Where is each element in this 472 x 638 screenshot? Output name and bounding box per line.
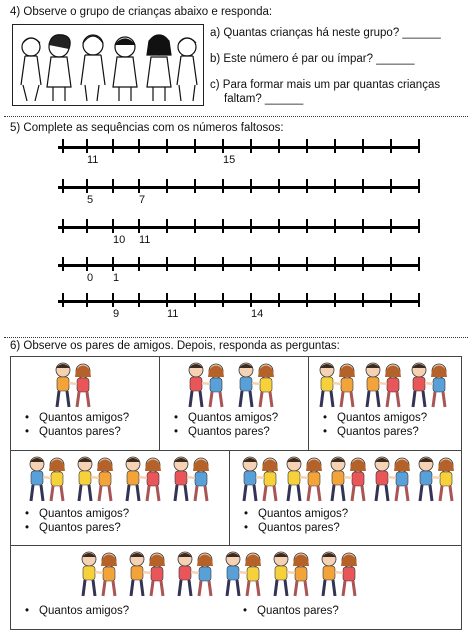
number-line-tick	[194, 257, 196, 271]
number-line-tick	[112, 139, 114, 153]
friends-icon	[51, 361, 97, 409]
friends-icon	[125, 550, 171, 598]
number-line-tick	[418, 293, 420, 307]
friends-icon	[414, 455, 460, 503]
friends-pair-illustration	[77, 550, 123, 601]
friends-box-6	[10, 545, 462, 630]
number-line-tick	[62, 179, 64, 193]
number-line-tick	[194, 179, 196, 193]
question-pares: • Quantos pares?	[323, 425, 427, 439]
number-line-tick	[138, 179, 140, 193]
friends-pair-illustration	[326, 455, 372, 506]
number-line-tick	[362, 257, 364, 271]
question-amigos: • Quantos amigos?	[323, 411, 427, 425]
friends-box-5	[229, 450, 462, 546]
number-line-tick	[278, 257, 280, 271]
number-line-tick	[194, 139, 196, 153]
number-line-value: 0	[87, 272, 94, 284]
friends-pair-illustration	[407, 361, 453, 412]
children-group-illustration	[12, 24, 204, 106]
number-line-tick	[86, 139, 88, 153]
number-line-value: 11	[139, 234, 151, 246]
friends-icon	[317, 550, 363, 598]
friends-box-2	[159, 356, 309, 451]
number-line-tick	[166, 219, 168, 233]
number-line-tick	[62, 139, 64, 153]
friends-pair-illustration	[73, 455, 119, 506]
number-line-tick	[250, 293, 252, 307]
number-line-tick	[334, 257, 336, 271]
number-line-tick	[222, 179, 224, 193]
friends-icon	[282, 455, 328, 503]
number-line-tick	[86, 219, 88, 233]
number-line-tick	[418, 219, 420, 233]
friends-pair-illustration	[173, 550, 219, 601]
number-line-tick	[390, 293, 392, 307]
friends-pair-illustration	[414, 455, 460, 506]
number-line-tick	[362, 139, 364, 153]
number-line-value: 15	[223, 154, 236, 166]
number-line-value: 1	[113, 272, 120, 284]
number-line-tick	[306, 219, 308, 233]
number-line-tick	[112, 293, 114, 307]
number-line-tick	[418, 179, 420, 193]
friends-pair-illustration	[317, 550, 363, 601]
friends-pair-illustration	[184, 361, 230, 412]
friends-icon	[315, 361, 361, 409]
number-line-tick	[166, 293, 168, 307]
children-drawing	[13, 25, 203, 105]
number-line-tick	[362, 293, 364, 307]
number-line-tick	[166, 139, 168, 153]
number-line-tick	[278, 293, 280, 307]
number-line-value: 5	[87, 194, 94, 206]
number-line-tick	[112, 219, 114, 233]
friends-pair-illustration	[269, 550, 315, 601]
friends-pair-illustration	[25, 455, 71, 506]
friends-pair-illustration	[370, 455, 416, 506]
number-line-tick	[138, 219, 140, 233]
friends-icon	[121, 455, 167, 503]
friends-box-1	[10, 356, 160, 451]
question-4-title: 4) Observe o grupo de crianças abaixo e responda:	[10, 6, 273, 18]
friends-pair-illustration	[315, 361, 361, 412]
number-line-tick	[362, 179, 364, 193]
number-line-tick	[194, 293, 196, 307]
number-line-tick	[334, 293, 336, 307]
number-line-tick	[390, 179, 392, 193]
friends-icon	[77, 550, 123, 598]
friends-pair-illustration	[234, 361, 280, 412]
friends-icon	[73, 455, 119, 503]
friends-icon	[184, 361, 230, 409]
friends-box-4	[10, 450, 230, 546]
friends-icon	[173, 550, 219, 598]
friends-pair-illustration	[361, 361, 407, 412]
friends-icon	[238, 455, 284, 503]
number-line-tick	[250, 139, 252, 153]
friends-pair-illustration	[121, 455, 167, 506]
number-line-tick	[418, 257, 420, 271]
friends-icon	[370, 455, 416, 503]
number-line-tick	[194, 219, 196, 233]
question-pares: • Quantos pares?	[244, 521, 348, 535]
question-amigos: • Quantos amigos?	[25, 604, 129, 618]
number-line-tick	[278, 219, 280, 233]
friends-pair-illustration	[282, 455, 328, 506]
question-amigos: • Quantos amigos?	[25, 411, 129, 425]
friends-pair-illustration	[221, 550, 267, 601]
number-line-tick	[138, 293, 140, 307]
question-pares: • Quantos pares?	[25, 425, 129, 439]
number-line-tick	[62, 293, 64, 307]
number-line-tick	[278, 139, 280, 153]
question-pares: • Quantos pares?	[25, 521, 129, 535]
number-line-tick	[334, 219, 336, 233]
number-line-tick	[390, 219, 392, 233]
number-line-value: 10	[113, 234, 126, 246]
question-amigos: • Quantos amigos?	[244, 507, 348, 521]
number-line-tick	[86, 293, 88, 307]
question-4c-line2: faltam? ______	[224, 93, 304, 105]
number-line-tick	[62, 257, 64, 271]
number-line-tick	[62, 219, 64, 233]
number-line-value: 11	[167, 308, 179, 320]
friends-icon	[269, 550, 315, 598]
number-line-value: 9	[113, 308, 120, 320]
number-line-value: 7	[139, 194, 146, 206]
number-line-tick	[250, 179, 252, 193]
number-line-tick	[222, 293, 224, 307]
number-line-tick	[112, 257, 114, 271]
friends-icon	[361, 361, 407, 409]
friends-pair-illustration	[169, 455, 215, 506]
number-line-tick	[138, 257, 140, 271]
friends-icon	[234, 361, 280, 409]
section-divider	[4, 337, 468, 338]
number-line-tick	[306, 293, 308, 307]
number-line-tick	[222, 257, 224, 271]
friends-icon	[407, 361, 453, 409]
friends-icon	[221, 550, 267, 598]
question-amigos: • Quantos amigos?	[25, 507, 129, 521]
friends-pair-illustration	[51, 361, 97, 412]
section-divider	[4, 116, 468, 117]
number-line-tick	[390, 257, 392, 271]
question-6-title: 6) Observe os pares de amigos. Depois, responda as perguntas:	[10, 340, 340, 352]
number-line-tick	[334, 179, 336, 193]
question-pares: • Quantos pares?	[243, 604, 339, 618]
number-line-tick	[250, 257, 252, 271]
number-line-tick	[362, 219, 364, 233]
number-line-value: 11	[87, 154, 99, 166]
number-line-tick	[250, 219, 252, 233]
number-line-tick	[278, 179, 280, 193]
question-4a: a) Quantas crianças há neste grupo? ______	[210, 27, 441, 39]
number-line-tick	[166, 179, 168, 193]
question-4b: b) Este número é par ou ímpar? ______	[210, 53, 415, 65]
number-line-tick	[334, 139, 336, 153]
number-line-tick	[86, 179, 88, 193]
number-line-tick	[222, 139, 224, 153]
number-line-tick	[306, 257, 308, 271]
number-line-tick	[112, 179, 114, 193]
number-line-tick	[306, 179, 308, 193]
friends-box-3	[308, 356, 462, 451]
question-4c-line1: c) Para formar mais um par quantas crianças	[210, 79, 441, 91]
question-pares: • Quantos pares?	[174, 425, 278, 439]
friends-icon	[169, 455, 215, 503]
number-line-value: 14	[251, 308, 264, 320]
number-line-tick	[166, 257, 168, 271]
number-line-tick	[418, 139, 420, 153]
friends-icon	[25, 455, 71, 503]
friends-icon	[326, 455, 372, 503]
number-line-tick	[86, 257, 88, 271]
number-line-tick	[306, 139, 308, 153]
friends-pair-illustration	[238, 455, 284, 506]
number-line-tick	[222, 219, 224, 233]
question-amigos: • Quantos amigos?	[174, 411, 278, 425]
question-5-title: 5) Complete as sequências com os números faltosos:	[10, 122, 284, 134]
number-line-tick	[138, 139, 140, 153]
friends-pair-illustration	[125, 550, 171, 601]
number-line-tick	[390, 139, 392, 153]
